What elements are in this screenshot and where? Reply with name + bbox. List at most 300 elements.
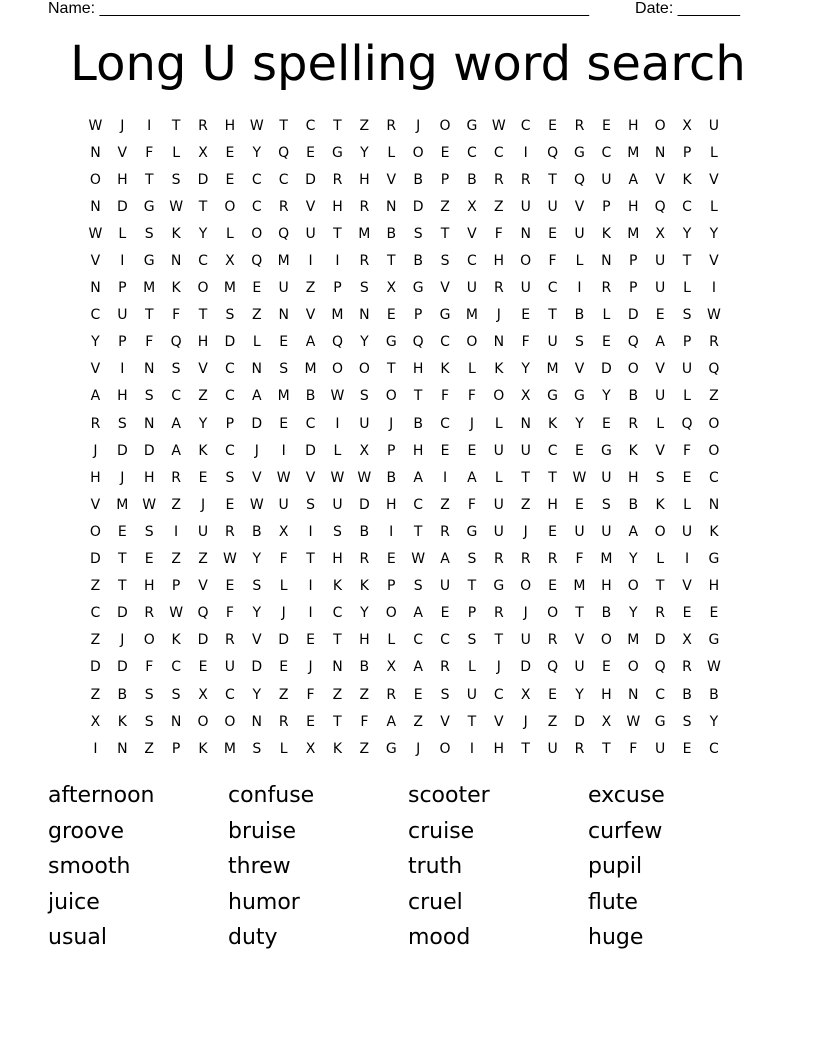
grid-letter: R: [225, 632, 235, 649]
grid-letter: V: [252, 632, 262, 649]
grid-letter: Q: [197, 605, 209, 622]
grid-letter: F: [548, 253, 557, 270]
grid-letter: Q: [331, 334, 343, 351]
grid-letter: P: [602, 198, 611, 215]
grid-letter: G: [412, 280, 424, 297]
grid-letter: Q: [708, 361, 720, 378]
grid-letter: E: [386, 307, 396, 324]
grid-letter: S: [333, 523, 342, 540]
word-list-item: cruise: [408, 818, 475, 844]
grid-letter: C: [90, 605, 101, 622]
grid-letter: E: [440, 605, 450, 622]
grid-letter: Y: [252, 686, 262, 703]
grid-letter: X: [520, 686, 531, 703]
grid-letter: R: [574, 740, 585, 757]
grid-letter: V: [90, 496, 101, 513]
grid-letter: E: [601, 117, 611, 134]
grid-letter: D: [90, 551, 101, 568]
grid-letter: N: [90, 280, 101, 297]
grid-letter: W: [169, 198, 184, 215]
grid-letter: E: [198, 469, 208, 486]
grid-letter: R: [493, 171, 504, 188]
grid-letter: B: [251, 523, 262, 540]
grid-letter: B: [359, 523, 370, 540]
grid-letter: L: [656, 551, 665, 568]
grid-letter: H: [601, 686, 612, 703]
grid-letter: H: [197, 334, 209, 351]
grid-letter: A: [252, 388, 262, 405]
grid-letter: J: [469, 415, 474, 432]
grid-letter: Y: [628, 605, 638, 622]
grid-letter: L: [468, 659, 476, 676]
word-list-item: mood: [408, 925, 471, 950]
grid-letter: S: [440, 253, 450, 270]
grid-letter: K: [547, 415, 558, 432]
grid-letter: G: [466, 523, 478, 540]
grid-letter: E: [601, 334, 611, 351]
name-field[interactable]: Name: _______________________________________________________: [48, 0, 589, 17]
grid-letter: B: [413, 415, 423, 432]
word-list-item: duty: [228, 925, 278, 950]
grid-letter: E: [306, 144, 315, 161]
grid-letter: G: [600, 442, 612, 459]
grid-letter: D: [116, 198, 128, 215]
grid-letter: W: [707, 659, 721, 676]
grid-letter: S: [575, 334, 584, 351]
grid-letter: U: [601, 171, 612, 188]
grid-letter: Z: [709, 388, 719, 405]
word-list-item: threw: [228, 854, 291, 879]
letter-grid: [82, 112, 727, 762]
grid-letter: H: [117, 388, 128, 405]
grid-letter: M: [304, 361, 317, 378]
grid-letter: N: [90, 198, 101, 215]
grid-letter: E: [306, 713, 315, 730]
grid-letter: B: [628, 388, 639, 405]
grid-letter: G: [439, 307, 451, 324]
grid-letter: B: [574, 307, 585, 324]
grid-letter: L: [225, 225, 234, 242]
grid-letter: F: [172, 307, 181, 324]
grid-letter: P: [225, 415, 235, 432]
grid-letter: P: [629, 280, 638, 297]
grid-letter: S: [144, 686, 154, 703]
grid-letter: U: [520, 280, 531, 297]
grid-letter: R: [493, 280, 504, 297]
grid-letter: Q: [251, 253, 263, 270]
grid-letter: Y: [91, 334, 100, 351]
grid-letter: K: [198, 740, 208, 757]
grid-letter: F: [306, 686, 315, 703]
grid-letter: Y: [360, 144, 369, 161]
grid-letter: V: [655, 171, 665, 188]
grid-letter: L: [575, 253, 584, 270]
grid-letter: Z: [90, 632, 101, 649]
grid-letter: P: [682, 334, 692, 351]
grid-letter: C: [278, 171, 289, 188]
grid-letter: W: [169, 605, 184, 622]
grid-letter: V: [709, 171, 719, 188]
grid-letter: B: [117, 686, 128, 703]
grid-letter: K: [332, 740, 343, 757]
grid-letter: E: [279, 334, 289, 351]
grid-letter: T: [386, 361, 396, 378]
grid-letter: U: [493, 442, 504, 459]
grid-letter: H: [224, 117, 236, 134]
grid-letter: U: [520, 198, 531, 215]
grid-letter: V: [386, 171, 397, 188]
grid-letter: L: [172, 144, 181, 161]
grid-letter: X: [386, 280, 397, 297]
grid-letter: A: [413, 605, 423, 622]
grid-letter: F: [521, 334, 530, 351]
grid-letter: V: [655, 361, 665, 378]
grid-letter: U: [601, 523, 612, 540]
grid-letter: Y: [575, 686, 584, 703]
grid-letter: U: [681, 523, 693, 540]
grid-letter: H: [332, 551, 343, 568]
grid-letter: D: [305, 171, 316, 188]
grid-letter: P: [387, 578, 396, 595]
grid-letter: E: [386, 551, 396, 568]
word-list-item: scooter: [408, 783, 490, 808]
grid-letter: N: [708, 496, 720, 513]
grid-letter: D: [90, 659, 101, 676]
grid-letter: H: [117, 171, 128, 188]
grid-letter: Z: [440, 496, 450, 513]
grid-letter: Z: [144, 740, 155, 757]
grid-letter: H: [359, 171, 370, 188]
grid-letter: T: [655, 578, 665, 595]
grid-letter: T: [548, 469, 557, 486]
grid-letter: X: [682, 117, 692, 134]
grid-letter: P: [682, 144, 692, 161]
grid-letter: M: [358, 225, 371, 242]
grid-letter: G: [143, 198, 155, 215]
grid-letter: B: [601, 605, 612, 622]
grid-letter: B: [709, 686, 719, 703]
grid-letter: F: [494, 225, 503, 242]
grid-letter: V: [440, 280, 450, 297]
grid-letter: K: [601, 225, 611, 242]
grid-letter: V: [574, 632, 585, 649]
grid-letter: S: [413, 578, 423, 595]
grid-letter: E: [709, 605, 719, 622]
grid-letter: U: [305, 225, 316, 242]
grid-letter: S: [171, 361, 181, 378]
grid-letter: Y: [198, 415, 208, 432]
grid-letter: A: [440, 551, 450, 568]
grid-letter: K: [332, 578, 343, 595]
grid-letter: U: [224, 659, 236, 676]
grid-letter: X: [90, 713, 101, 730]
grid-letter: M: [116, 496, 129, 513]
grid-letter: J: [416, 740, 421, 757]
grid-letter: S: [117, 415, 127, 432]
grid-letter: W: [249, 117, 264, 134]
grid-letter: G: [332, 144, 343, 161]
grid-letter: B: [413, 171, 423, 188]
grid-letter: O: [197, 280, 209, 297]
grid-letter: L: [333, 442, 342, 459]
grid-letter: Y: [575, 415, 584, 432]
grid-letter: Y: [252, 144, 262, 161]
grid-letter: V: [682, 578, 692, 595]
grid-letter: U: [466, 280, 478, 297]
grid-letter: U: [547, 334, 558, 351]
grid-letter: S: [467, 632, 477, 649]
grid-letter: L: [494, 469, 503, 486]
grid-letter: V: [467, 225, 477, 242]
grid-letter: Z: [251, 307, 262, 324]
grid-letter: Y: [521, 361, 530, 378]
grid-letter: W: [249, 496, 264, 513]
grid-letter: C: [171, 659, 181, 676]
grid-letter: G: [547, 388, 559, 405]
word-list-item: flute: [588, 889, 638, 915]
grid-letter: V: [655, 442, 665, 459]
grid-letter: L: [683, 388, 691, 405]
grid-letter: H: [627, 198, 639, 215]
grid-letter: Z: [171, 551, 181, 568]
grid-letter: T: [118, 551, 127, 568]
grid-letter: O: [385, 388, 397, 405]
grid-letter: M: [223, 740, 236, 757]
grid-letter: S: [144, 713, 154, 730]
grid-letter: U: [359, 415, 370, 432]
grid-letter: O: [547, 605, 559, 622]
grid-letter: T: [413, 523, 423, 540]
grid-letter: Y: [709, 713, 719, 730]
grid-letter: E: [252, 280, 262, 297]
grid-letter: M: [627, 144, 640, 161]
grid-letter: R: [278, 713, 289, 730]
grid-letter: W: [330, 469, 345, 486]
grid-letter: H: [90, 469, 101, 486]
word-list-item: usual: [48, 925, 107, 950]
grid-letter: G: [708, 632, 720, 649]
grid-letter: E: [279, 659, 289, 676]
grid-letter: R: [225, 523, 235, 540]
grid-letter: T: [440, 225, 450, 242]
grid-letter: A: [628, 171, 639, 188]
grid-letter: S: [144, 388, 154, 405]
grid-letter: O: [654, 117, 666, 134]
grid-letter: K: [171, 632, 181, 649]
grid-letter: U: [466, 686, 478, 703]
grid-letter: S: [279, 361, 289, 378]
grid-letter: U: [197, 523, 209, 540]
grid-letter: E: [279, 415, 289, 432]
grid-letter: Q: [278, 225, 290, 242]
grid-letter: K: [628, 442, 638, 459]
grid-letter: V: [305, 469, 316, 486]
grid-letter: F: [467, 496, 476, 513]
grid-letter: J: [523, 713, 528, 730]
word-list-item: afternoon: [48, 783, 155, 808]
grid-letter: J: [200, 496, 206, 513]
grid-letter: W: [222, 551, 237, 568]
grid-letter: E: [144, 551, 154, 568]
grid-letter: S: [144, 523, 154, 540]
grid-letter: R: [520, 551, 531, 568]
grid-letter: U: [117, 307, 128, 324]
grid-letter: O: [708, 442, 720, 459]
grid-letter: N: [654, 144, 666, 161]
grid-letter: R: [547, 551, 558, 568]
grid-letter: U: [655, 253, 666, 270]
grid-letter: I: [308, 523, 313, 540]
grid-letter: W: [330, 388, 345, 405]
grid-letter: R: [440, 659, 450, 676]
grid-letter: T: [306, 551, 315, 568]
grid-letter: P: [467, 605, 477, 622]
grid-letter: T: [467, 713, 477, 730]
grid-letter: E: [575, 442, 584, 459]
grid-letter: N: [170, 253, 182, 270]
grid-letter: I: [335, 415, 340, 432]
grid-letter: V: [252, 469, 262, 486]
grid-letter: D: [197, 171, 209, 188]
grid-letter: G: [385, 740, 397, 757]
grid-letter: C: [467, 253, 477, 270]
grid-letter: N: [90, 144, 101, 161]
date-field[interactable]: Date: _______: [635, 0, 740, 17]
grid-letter: C: [413, 496, 424, 513]
grid-letter: N: [520, 225, 531, 242]
grid-letter: O: [224, 198, 236, 215]
grid-letter: S: [171, 171, 181, 188]
grid-letter: U: [332, 496, 343, 513]
grid-letter: H: [385, 496, 397, 513]
grid-letter: T: [386, 253, 396, 270]
grid-letter: H: [332, 198, 343, 215]
word-list: [48, 778, 768, 956]
grid-letter: K: [440, 361, 450, 378]
grid-letter: V: [709, 253, 719, 270]
grid-letter: O: [600, 632, 612, 649]
grid-letter: B: [386, 469, 397, 486]
grid-letter: M: [546, 361, 559, 378]
grid-letter: E: [413, 686, 423, 703]
grid-letter: D: [574, 713, 585, 730]
grid-letter: O: [520, 578, 532, 595]
grid-letter: E: [521, 307, 531, 324]
word-list-item: humor: [228, 889, 300, 915]
grid-letter: J: [281, 605, 286, 622]
grid-letter: C: [467, 144, 477, 161]
name-date-line: [48, 0, 740, 18]
grid-letter: M: [627, 225, 640, 242]
grid-letter: E: [198, 659, 208, 676]
grid-letter: R: [359, 551, 370, 568]
grid-letter: N: [601, 253, 612, 270]
grid-letter: I: [684, 551, 690, 568]
grid-letter: I: [93, 740, 98, 757]
grid-letter: I: [711, 280, 716, 297]
grid-letter: L: [387, 632, 396, 649]
grid-letter: R: [386, 686, 397, 703]
grid-letter: G: [654, 713, 666, 730]
grid-letter: E: [440, 144, 450, 161]
grid-letter: O: [654, 523, 666, 540]
grid-letter: C: [440, 632, 450, 649]
grid-letter: N: [493, 334, 505, 351]
grid-letter: I: [174, 523, 179, 540]
grid-letter: P: [333, 280, 342, 297]
grid-letter: W: [88, 225, 103, 242]
grid-letter: L: [683, 280, 691, 297]
grid-letter: Z: [90, 578, 101, 595]
grid-letter: D: [116, 605, 128, 622]
grid-letter: N: [117, 740, 128, 757]
grid-letter: A: [413, 659, 423, 676]
grid-letter: R: [655, 605, 666, 622]
grid-letter: A: [628, 523, 639, 540]
grid-letter: Y: [602, 388, 611, 405]
grid-letter: R: [682, 659, 692, 676]
grid-letter: X: [305, 740, 316, 757]
grid-letter: Z: [359, 686, 370, 703]
grid-letter: R: [601, 280, 612, 297]
grid-letter: C: [332, 605, 343, 622]
grid-letter: J: [496, 307, 501, 324]
grid-letter: R: [628, 415, 639, 432]
grid-letter: O: [331, 361, 343, 378]
grid-letter: K: [171, 225, 181, 242]
grid-letter: C: [198, 253, 208, 270]
grid-letter: W: [142, 496, 157, 513]
grid-letter: R: [520, 171, 531, 188]
grid-letter: D: [278, 632, 290, 649]
grid-letter: E: [225, 171, 235, 188]
grid-letter: C: [682, 198, 692, 215]
grid-letter: O: [708, 415, 720, 432]
grid-letter: W: [411, 551, 426, 568]
grid-letter: E: [548, 578, 558, 595]
grid-letter: E: [601, 659, 611, 676]
grid-letter: C: [305, 117, 316, 134]
grid-letter: P: [413, 307, 423, 324]
grid-letter: C: [225, 361, 235, 378]
grid-letter: I: [335, 253, 340, 270]
word-list-item: pupil: [588, 854, 643, 879]
grid-letter: T: [494, 632, 504, 649]
grid-letter: E: [225, 578, 235, 595]
grid-letter: B: [413, 253, 423, 270]
grid-letter: O: [89, 171, 101, 188]
grid-letter: O: [385, 605, 397, 622]
grid-letter: D: [305, 442, 316, 459]
grid-letter: C: [547, 442, 558, 459]
grid-letter: C: [547, 280, 558, 297]
grid-letter: T: [333, 713, 342, 730]
grid-letter: E: [655, 307, 665, 324]
grid-letter: O: [89, 523, 101, 540]
grid-letter: N: [628, 686, 639, 703]
grid-letter: U: [708, 117, 720, 134]
grid-letter: H: [359, 632, 370, 649]
grid-letter: R: [278, 198, 289, 215]
grid-letter: P: [118, 334, 127, 351]
grid-letter: V: [90, 361, 101, 378]
grid-letter: V: [305, 198, 316, 215]
grid-letter: H: [708, 578, 720, 595]
grid-letter: S: [359, 388, 369, 405]
grid-letter: R: [574, 117, 585, 134]
grid-letter: A: [386, 713, 397, 730]
grid-letter: V: [90, 253, 101, 270]
